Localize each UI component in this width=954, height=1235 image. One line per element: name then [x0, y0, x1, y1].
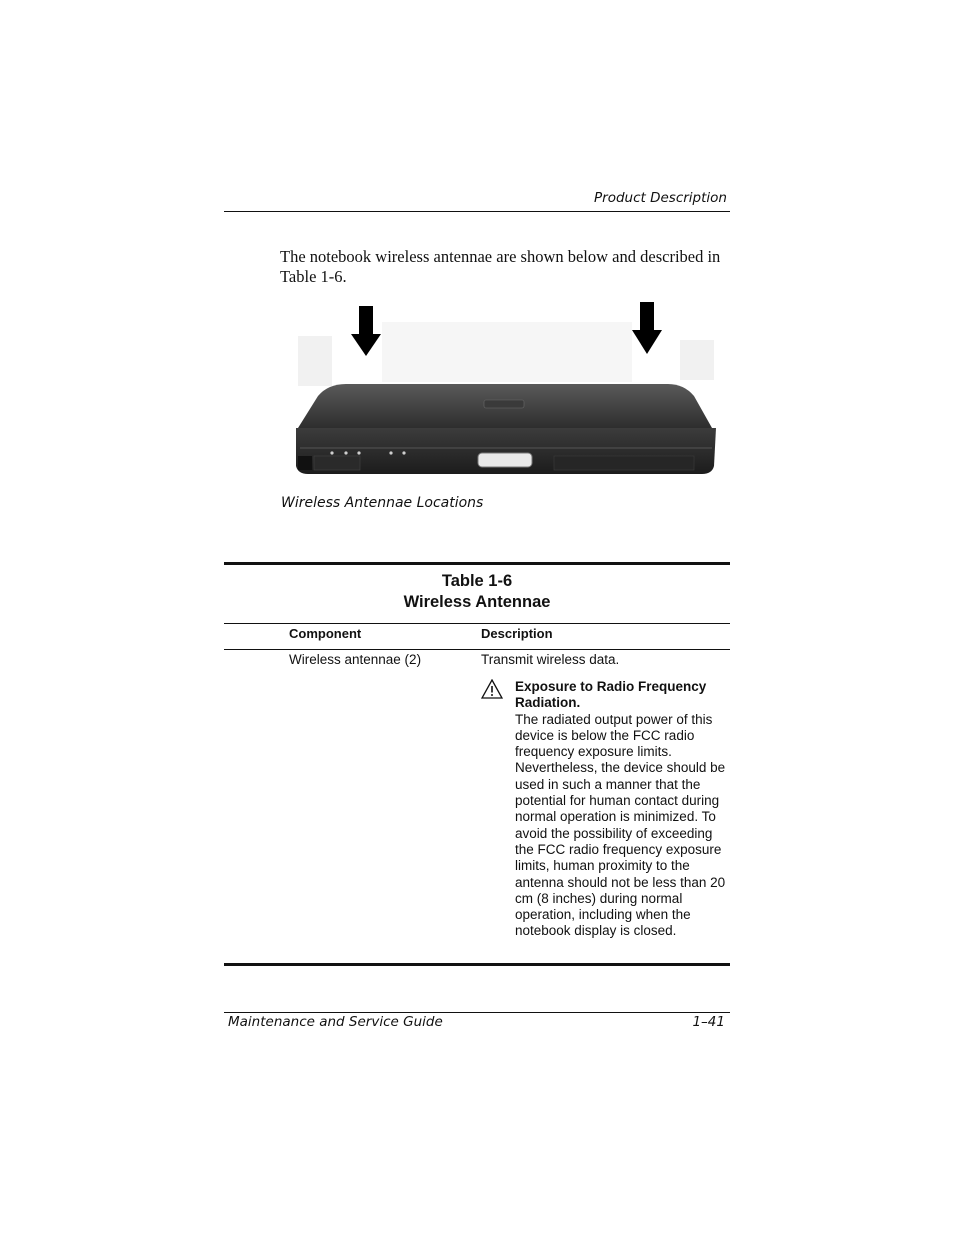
- arrow-down-icon-left: [351, 306, 381, 356]
- table-top-rule: [224, 562, 730, 565]
- running-header: Product Description: [594, 190, 727, 206]
- arrow-down-icon-right: [632, 302, 662, 354]
- figure-caption: Wireless Antennae Locations: [281, 495, 484, 511]
- footer-page-number: 1–41: [692, 1014, 725, 1030]
- warning-title: Exposure to Radio Frequency Radiation.: [515, 679, 707, 711]
- table-number: Table 1-6: [441, 572, 513, 590]
- warning-icon: [481, 679, 503, 699]
- cell-component: Wireless antennae (2): [289, 652, 422, 667]
- table-bottom-rule: [224, 963, 730, 966]
- warning-note: [515, 679, 727, 940]
- header-rule: [224, 211, 730, 212]
- warning-text: The radiated output power of this device is below the FCC radio frequency exposure limits. Nevertheless, the device should be used in such a manner that the potential for human contact during normal operation is minimized. To avoid the possibility of exceeding the FCC radio frequency exposure limits, human proximity to the antenna should not be less than 20 cm (8 inches) during normal operation, including when the notebook display is closed.: [515, 711, 726, 939]
- table-title: Wireless Antennae: [403, 593, 551, 611]
- footer-guide-title: Maintenance and Service Guide: [228, 1014, 443, 1030]
- intro-paragraph: The notebook wireless antennae are shown below and described in Table 1-6.: [280, 247, 721, 286]
- table-header-rule-top: [224, 623, 730, 624]
- notebook-figure: [292, 296, 722, 486]
- notebook-illustration: [292, 296, 722, 486]
- footer-rule: [224, 1012, 730, 1013]
- cell-description: Transmit wireless data.: [481, 652, 620, 667]
- column-header-description: Description: [481, 626, 553, 641]
- column-header-component: Component: [289, 626, 362, 641]
- table-header-rule-bottom: [224, 649, 730, 650]
